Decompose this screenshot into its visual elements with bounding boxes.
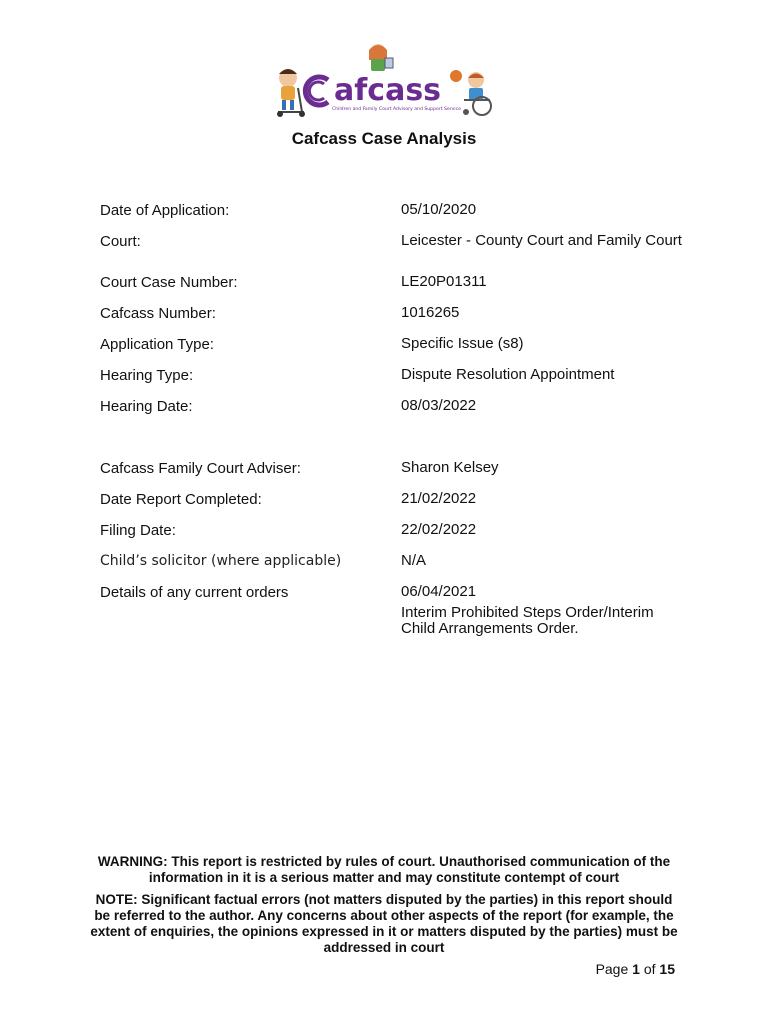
note-notice: NOTE: Significant factual errors (not matters disputed by the parties) in this report should be referred to the author. Any concerns about other aspects of the report (for example, the extent of enquiries, the opinions expressed in it or matters disputed by the parties) must be addressed in court <box>90 892 678 955</box>
field-label-current-orders: Details of any current orders <box>100 584 289 601</box>
field-label-application-type: Application Type: <box>100 336 214 353</box>
document-title: Cafcass Case Analysis <box>291 129 477 148</box>
field-label-date-report-completed: Date Report Completed: <box>100 491 262 508</box>
field-label-hearing-type: Hearing Type: <box>100 367 194 384</box>
child-reading-illustration <box>369 44 393 71</box>
svg-text:Children and Family Court Advi: Children and Family Court Advisory and Support Service <box>332 107 461 112</box>
field-value-childs-solicitor: N/A <box>401 552 427 569</box>
child-wheelchair-illustration <box>463 72 491 115</box>
page-separator: of <box>643 961 656 977</box>
field-value-cafcass-number: 1016265 <box>401 304 460 321</box>
cafcass-logo <box>268 40 502 120</box>
field-label-family-court-adviser: Cafcass Family Court Adviser: <box>100 460 301 477</box>
field-label-court: Court: <box>100 233 141 250</box>
field-label-childs-solicitor: Child’s solicitor (where applicable) <box>100 553 342 569</box>
page-current: 1 <box>632 961 640 977</box>
cafcass-wordmark <box>305 73 461 112</box>
field-value-current-orders-detail: Interim Prohibited Steps Order/Interim Child Arrangements Order. <box>401 604 654 637</box>
page-number <box>596 961 675 977</box>
field-label-cafcass-number: Cafcass Number: <box>100 305 216 322</box>
child-scooter-illustration <box>277 69 305 117</box>
basketball-illustration <box>450 70 462 82</box>
warning-notice: WARNING: This report is restricted by rules of court. Unauthorised communication of the information in it is a serious matter and may constitute contempt of court <box>97 854 671 885</box>
field-value-date-of-application: 05/10/2020 <box>401 201 477 218</box>
field-label-hearing-date: Hearing Date: <box>100 398 193 415</box>
svg-text:afcass: afcass <box>334 73 442 108</box>
field-value-application-type: Specific Issue (s8) <box>401 335 524 352</box>
field-value-hearing-date: 08/03/2022 <box>401 397 477 414</box>
field-value-court: Leicester - County Court and Family Court <box>401 232 682 249</box>
field-value-date-report-completed: 21/02/2022 <box>401 490 477 507</box>
page-total: 15 <box>659 961 675 977</box>
page-prefix: Page <box>595 961 629 977</box>
field-value-family-court-adviser: Sharon Kelsey <box>401 459 499 476</box>
field-label-court-case-number: Court Case Number: <box>100 274 238 291</box>
field-label-filing-date: Filing Date: <box>100 522 176 539</box>
field-value-hearing-type: Dispute Resolution Appointment <box>401 366 615 383</box>
field-value-filing-date: 22/02/2022 <box>401 521 477 538</box>
cafcass-logo-graphic <box>268 40 502 120</box>
field-label-date-of-application: Date of Application: <box>100 202 230 219</box>
field-value-current-orders-date: 06/04/2021 <box>401 583 477 600</box>
field-value-court-case-number: LE20P01311 <box>401 273 487 290</box>
